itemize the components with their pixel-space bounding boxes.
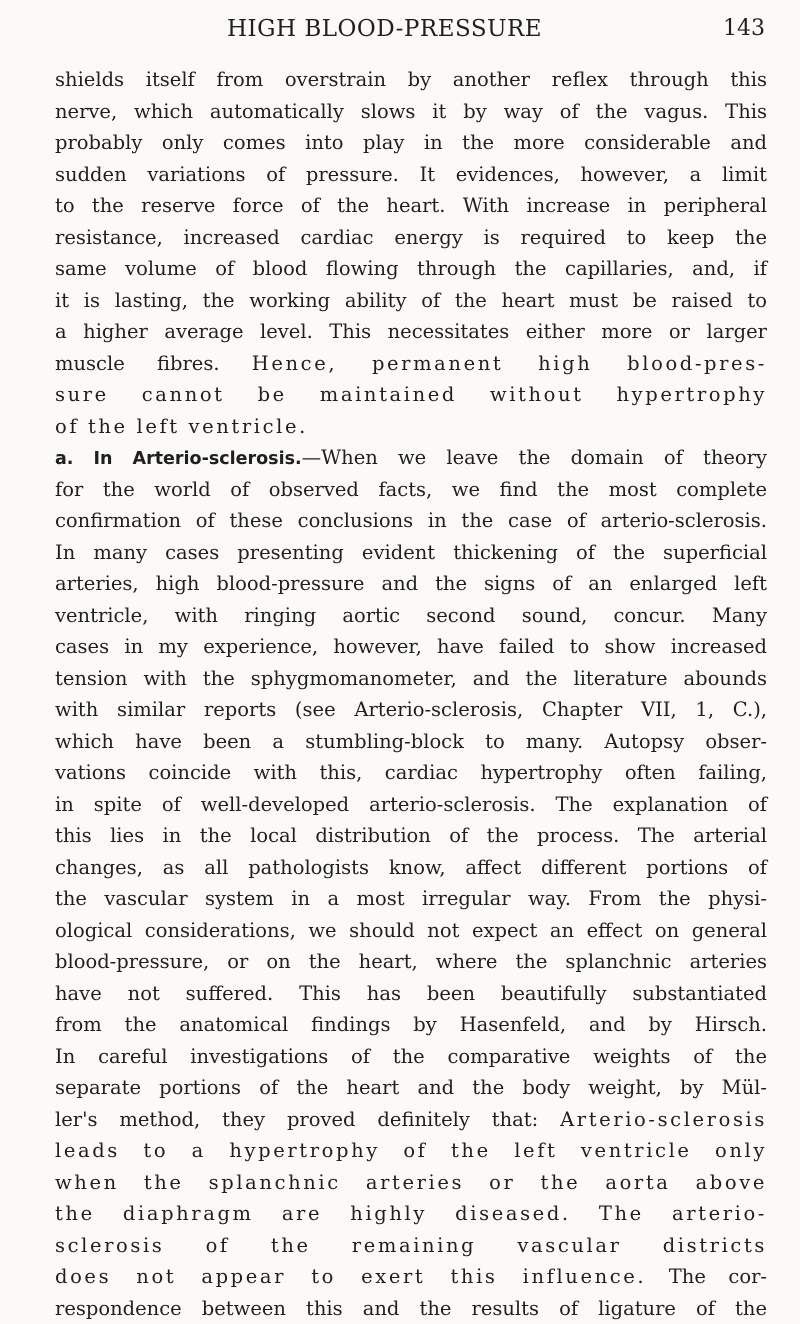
text-line: have not suffered. This has been beautifully substantiated <box>55 978 767 1010</box>
emphasized-text: does not appear to exert this influence. <box>55 1265 646 1288</box>
page-header-title: HIGH BLOOD-PRESSURE <box>227 12 542 46</box>
text-line: the vascular system in a most irregular way. From the physi- <box>55 883 767 915</box>
text-line: sudden variations of pressure. It evidences, however, a limit <box>55 159 767 191</box>
page-number: 143 <box>723 12 765 46</box>
text-line: in spite of well-developed arterio-sclerosis. The explanation of <box>55 789 767 821</box>
text-line: cases in my experience, however, have failed to show increased <box>55 631 767 663</box>
text-line: to the reserve force of the heart. With increase in peripheral <box>55 190 767 222</box>
text-line: In careful investigations of the comparative weights of the <box>55 1041 767 1073</box>
text-line: blood-pressure, or on the heart, where the splanchnic arteries <box>55 946 767 978</box>
emphasized-text: Hence, permanent high blood-pres- <box>252 352 767 375</box>
text-line: changes, as all pathologists know, affect different portions of <box>55 852 767 884</box>
text-line: nerve, which automatically slows it by way of the vagus. This <box>55 96 767 128</box>
section-heading: a. In Arterio-sclerosis. <box>55 449 302 469</box>
text-run: ler's method, they proved definitely that: <box>55 1108 538 1131</box>
text-line: which have been a stumbling-block to many. Autopsy obser- <box>55 726 767 758</box>
emphasized-text-line: leads to a hypertrophy of the left ventricle only <box>55 1135 767 1167</box>
text-line: from the anatomical findings by Hasenfeld, and by Hirsch. <box>55 1009 767 1041</box>
text-line: with similar reports (see Arterio-sclerosis, Chapter VII, 1, C.), <box>55 694 767 726</box>
emphasized-text-line: when the splanchnic arteries or the aorta above <box>55 1167 767 1199</box>
running-head <box>55 12 765 48</box>
text-line: separate portions of the heart and the body weight, by Mül- <box>55 1072 767 1104</box>
text-line: shields itself from overstrain by another reflex through this <box>55 64 767 96</box>
text-line: respondence between this and the results of ligature of the <box>55 1293 767 1324</box>
text-run: The cor- <box>669 1265 767 1288</box>
text-line: it is lasting, the working ability of the heart must be raised to <box>55 285 767 317</box>
text-line: for the world of observed facts, we find the most complete <box>55 474 767 506</box>
text-line: this lies in the local distribution of the process. The arterial <box>55 820 767 852</box>
text-line: confirmation of these conclusions in the case of arterio-sclerosis. <box>55 505 767 537</box>
emphasized-text: Arterio-sclerosis <box>560 1108 767 1131</box>
text-line <box>55 348 767 380</box>
text-line: resistance, increased cardiac energy is required to keep the <box>55 222 767 254</box>
emphasized-text-line: of the left ventricle. <box>55 411 767 443</box>
emphasized-text-line: sclerosis of the remaining vascular districts <box>55 1230 767 1262</box>
text-line <box>55 1261 767 1293</box>
text-run: —When we leave the domain of theory <box>302 446 767 469</box>
text-line <box>55 1104 767 1136</box>
emphasized-text-line: the diaphragm are highly diseased. The arterio- <box>55 1198 767 1230</box>
body-text <box>55 64 767 1324</box>
text-line: arteries, high blood-pressure and the signs of an enlarged left <box>55 568 767 600</box>
text-run: muscle fibres. <box>55 352 220 375</box>
text-line: ological considerations, we should not expect an effect on general <box>55 915 767 947</box>
emphasized-text-line: sure cannot be maintained without hypertrophy <box>55 379 767 411</box>
text-line: a higher average level. This necessitates either more or larger <box>55 316 767 348</box>
text-line: vations coincide with this, cardiac hypertrophy often failing, <box>55 757 767 789</box>
text-line: In many cases presenting evident thickening of the superficial <box>55 537 767 569</box>
text-line: tension with the sphygmomanometer, and the literature abounds <box>55 663 767 695</box>
text-line: ventricle, with ringing aortic second sound, concur. Many <box>55 600 767 632</box>
text-line: probably only comes into play in the more considerable and <box>55 127 767 159</box>
section-line <box>55 442 767 474</box>
text-line: same volume of blood flowing through the capillaries, and, if <box>55 253 767 285</box>
